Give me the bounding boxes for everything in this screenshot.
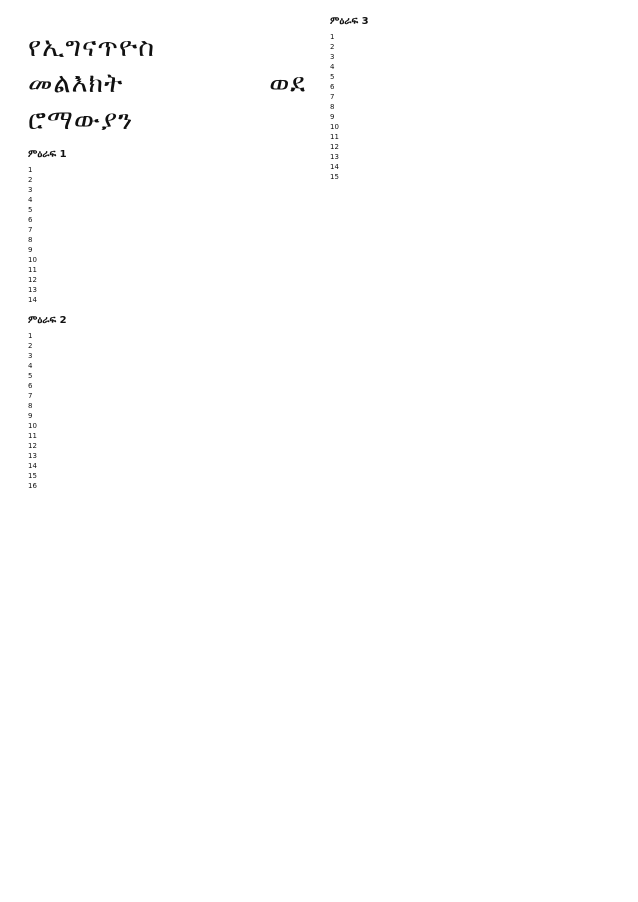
verse xyxy=(28,245,306,255)
verse xyxy=(28,451,306,461)
verse-number: 14 xyxy=(28,296,37,305)
left-column xyxy=(28,0,306,491)
verse-number: 7 xyxy=(28,392,33,401)
verse xyxy=(330,152,612,162)
verse xyxy=(330,32,612,42)
verse-number: 6 xyxy=(330,83,335,91)
verse xyxy=(28,295,306,305)
verse-number: 4 xyxy=(330,63,335,71)
verse-number: 4 xyxy=(28,196,33,205)
verse xyxy=(28,175,306,185)
verse xyxy=(28,215,306,225)
verse xyxy=(28,441,306,451)
verse xyxy=(28,421,306,431)
verse-number: 13 xyxy=(28,286,37,295)
verse xyxy=(28,265,306,275)
verse-number: 15 xyxy=(28,472,37,481)
verse xyxy=(28,371,306,381)
verse-number: 6 xyxy=(28,382,33,391)
title-line-1: የኢግናጥዮስ xyxy=(28,32,156,63)
verse xyxy=(330,172,612,182)
verse xyxy=(330,72,612,82)
verse-number: 14 xyxy=(28,462,37,471)
verse xyxy=(330,62,612,72)
title-line-2 xyxy=(28,66,306,102)
verse-number: 12 xyxy=(28,442,37,451)
verse xyxy=(330,132,612,142)
verse-number: 4 xyxy=(28,362,33,371)
title-line-3: ሮማውያን xyxy=(28,104,134,136)
verse-number: 5 xyxy=(330,73,335,81)
verse xyxy=(28,361,306,371)
verse xyxy=(330,122,612,132)
chapter-heading: ምዕራፍ 2 xyxy=(28,315,67,327)
verse xyxy=(28,285,306,295)
verse xyxy=(330,82,612,92)
verse xyxy=(330,162,612,172)
verse-number: 8 xyxy=(28,402,33,411)
title-line-2-right: ወደ xyxy=(269,68,306,100)
verse xyxy=(28,255,306,265)
verse xyxy=(28,195,306,205)
verse-number: 10 xyxy=(28,256,37,265)
verse xyxy=(28,411,306,421)
verse xyxy=(330,142,612,152)
verse-number: 6 xyxy=(28,216,33,225)
verse-number: 9 xyxy=(28,412,33,421)
verse-number: 7 xyxy=(330,93,335,101)
verse xyxy=(330,102,612,112)
document-title xyxy=(28,30,306,139)
verse-number: 3 xyxy=(330,53,335,61)
verse-number: 3 xyxy=(28,186,33,195)
verse-number: 3 xyxy=(28,352,33,361)
verse xyxy=(28,235,306,245)
verse-number: 14 xyxy=(330,163,339,171)
verse-number: 2 xyxy=(330,43,335,51)
chapter-3-section xyxy=(330,16,612,182)
verse-number: 12 xyxy=(330,143,339,151)
verse-number: 1 xyxy=(28,332,33,341)
verse-number: 7 xyxy=(28,226,33,235)
title-line-2-left: መልእክት xyxy=(28,68,124,100)
verse-number: 12 xyxy=(28,276,37,285)
verse-number: 16 xyxy=(28,482,37,491)
chapter-heading: ምዕራፍ 1 xyxy=(28,149,67,161)
verse-number: 11 xyxy=(330,133,339,141)
verse xyxy=(330,42,612,52)
verse xyxy=(28,391,306,401)
verse-number: 9 xyxy=(28,246,33,255)
verse xyxy=(28,275,306,285)
verse-number: 13 xyxy=(28,452,37,461)
verse-number: 9 xyxy=(330,113,335,121)
verse-number: 1 xyxy=(330,33,335,41)
verse xyxy=(28,225,306,235)
verse-number: 2 xyxy=(28,342,33,351)
verse xyxy=(28,331,306,341)
verse xyxy=(28,381,306,391)
verse-number: 5 xyxy=(28,372,33,381)
verse xyxy=(28,431,306,441)
chapter-2-section xyxy=(28,315,306,491)
chapter-heading: ምዕራፍ 3 xyxy=(330,16,369,27)
verse xyxy=(330,92,612,102)
verse xyxy=(28,165,306,175)
verse xyxy=(28,471,306,481)
verse-number: 10 xyxy=(330,123,339,131)
verse xyxy=(28,205,306,215)
verse-number: 1 xyxy=(28,166,33,175)
verse xyxy=(330,112,612,122)
chapter-1-section xyxy=(28,149,306,305)
verse-number: 15 xyxy=(330,173,339,181)
verse-number: 10 xyxy=(28,422,37,431)
verse-number: 11 xyxy=(28,432,37,441)
verse xyxy=(28,461,306,471)
right-column xyxy=(330,8,612,182)
verse xyxy=(28,351,306,361)
verse xyxy=(28,341,306,351)
verse-number: 8 xyxy=(330,103,335,111)
verse xyxy=(28,401,306,411)
verse-number: 5 xyxy=(28,206,33,215)
verse xyxy=(330,52,612,62)
verse-number: 13 xyxy=(330,153,339,161)
verse-number: 8 xyxy=(28,236,33,245)
verse-number: 11 xyxy=(28,266,37,275)
verse xyxy=(28,481,306,491)
verse-number: 2 xyxy=(28,176,33,185)
verse xyxy=(28,185,306,195)
